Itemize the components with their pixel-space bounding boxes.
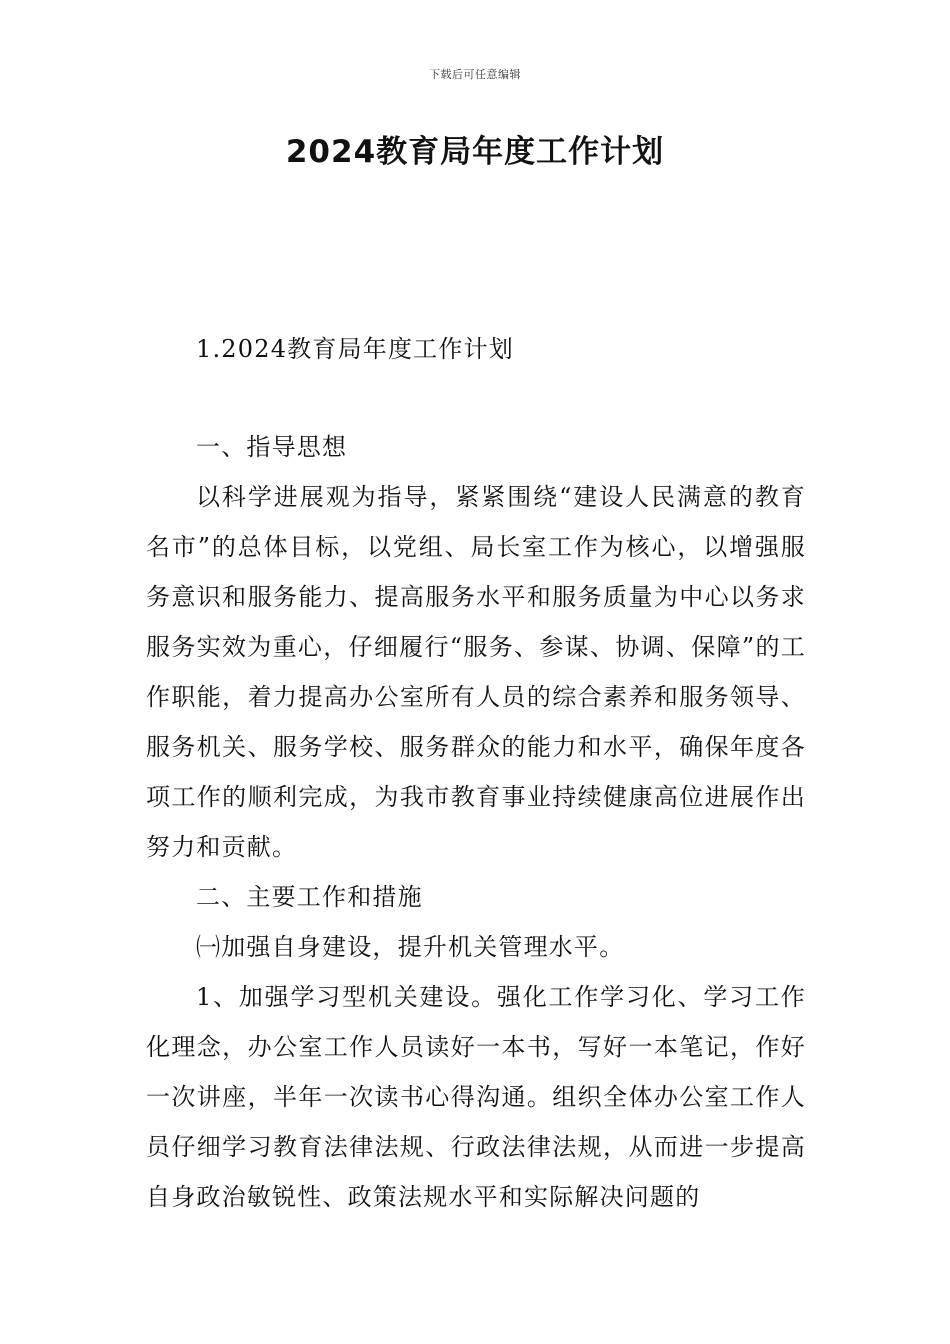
document-subtitle: 1.2024教育局年度工作计划 [196, 335, 514, 363]
subheading-self-building: ㈠加强自身建设，提升机关管理水平。 [196, 933, 625, 961]
paragraph-learning-organization: 1、加强学习型机关建设。强化工作学习化、学习工作化理念，办公室工作人员读好一本书，写好一本笔记，作好一次讲座，半年一次读书心得沟通。组织全体办公室工作人员仔细学习教育法律法规、行政法律法规，从而进一步提高自身政治敏锐性、政策法规水平和实际解决问题的 [146, 983, 806, 1211]
document-title: 2024教育局年度工作计划 [285, 134, 665, 170]
heading-main-work-measures: 二、主要工作和措施 [196, 883, 423, 911]
download-note: 下载后可任意编辑 [429, 68, 521, 81]
document-body [146, 422, 806, 1222]
heading-guiding-ideology: 一、指导思想 [196, 433, 348, 461]
paragraph-guiding-ideology: 以科学进展观为指导，紧紧围绕“建设人民满意的教育名市”的总体目标，以党组、局长室工作为核心，以增强服务意识和服务能力、提高服务水平和服务质量为中心以务求服务实效为重心，仔细履行“服务、参谋、协调、保障”的工作职能，着力提高办公室所有人员的综合素养和服务领导、服务机关、服务学校、服务群众的能力和水平，确保年度各项工作的顺利完成，为我市教育事业持续健康高位进展作出努力和贡献。 [146, 483, 806, 861]
